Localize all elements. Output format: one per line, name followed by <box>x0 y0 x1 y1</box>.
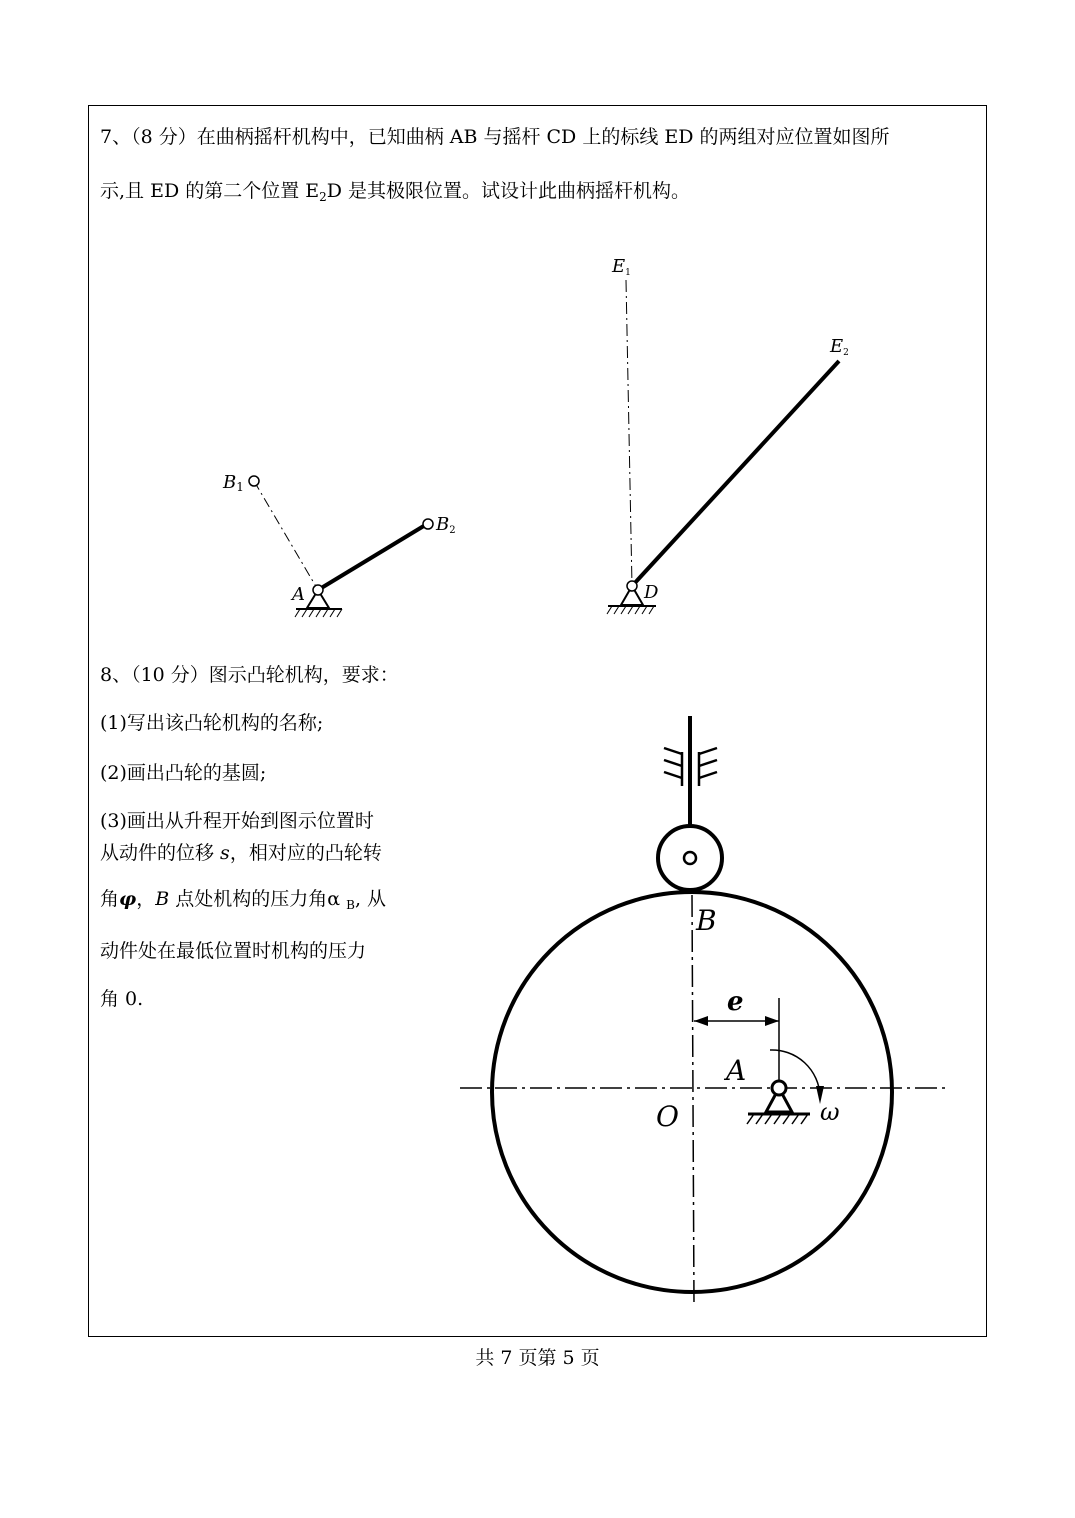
rocker-position-1-line <box>626 280 632 586</box>
q8-requirement-3-line1: (3)画出从升程开始到图示位置时 <box>100 810 374 832</box>
q8-requirement-1: (1)写出该凸轮机构的名称; <box>100 712 324 734</box>
crank-position-1-line <box>254 481 318 590</box>
label-a: A <box>292 584 305 605</box>
ground-a-hatch <box>295 609 342 617</box>
q8-requirement-2: (2)画出凸轮的基圆; <box>100 762 267 784</box>
vertical-centerline <box>692 895 694 1305</box>
joint-d <box>627 581 637 591</box>
joint-b2 <box>423 519 433 529</box>
joint-a-cam <box>772 1081 786 1095</box>
q7-crank-figure <box>222 472 456 617</box>
q7-rocker-figure <box>607 256 849 614</box>
q8-requirement-3-line3: 角φ，B 点处机构的压力角α $_B$, 从 <box>100 888 387 912</box>
page-footer: 共 7 页第 5 页 <box>475 1347 600 1369</box>
q8-cam-figure <box>460 716 945 1305</box>
roller-pin <box>684 852 696 864</box>
label-omega: ω <box>820 1098 840 1126</box>
label-e: e <box>727 987 744 1017</box>
rocker-position-2-line <box>632 361 839 586</box>
label-d: D <box>644 582 659 603</box>
label-b1: B1 <box>223 472 244 494</box>
crank-position-2-line <box>318 524 427 590</box>
label-b2: B2 <box>436 514 456 536</box>
e-arrow-right <box>765 1016 779 1026</box>
e-arrow-left <box>694 1016 708 1026</box>
q8-requirement-3-line5: 角 0. <box>100 988 144 1010</box>
q7-statement-line2: 示,且 ED 的第二个位置 $E_2D$ 是其极限位置。试设计此曲柄摇杆机构。 <box>100 180 691 204</box>
q8-requirement-3-line2: 从动件的位移 s，相对应的凸轮转 <box>100 842 382 864</box>
joint-a <box>313 585 323 595</box>
q7-statement-line1: 7、（8 分）在曲柄摇杆机构中，已知曲柄 AB 与摇杆 CD 上的标线 ED 的两组对应位置如图所 <box>100 126 890 148</box>
ground-d-hatch <box>607 606 654 614</box>
label-b: B <box>696 904 717 937</box>
label-e2: E2 <box>830 336 849 358</box>
q8-title: 8、（10 分）图示凸轮机构，要求： <box>100 664 399 686</box>
label-e1: E1 <box>612 256 631 278</box>
q8-requirement-3-line4: 动件处在最低位置时机构的压力 <box>100 940 367 962</box>
label-a-cam: A <box>726 1054 747 1087</box>
joint-b1 <box>249 476 259 486</box>
label-o: O <box>656 1100 679 1133</box>
